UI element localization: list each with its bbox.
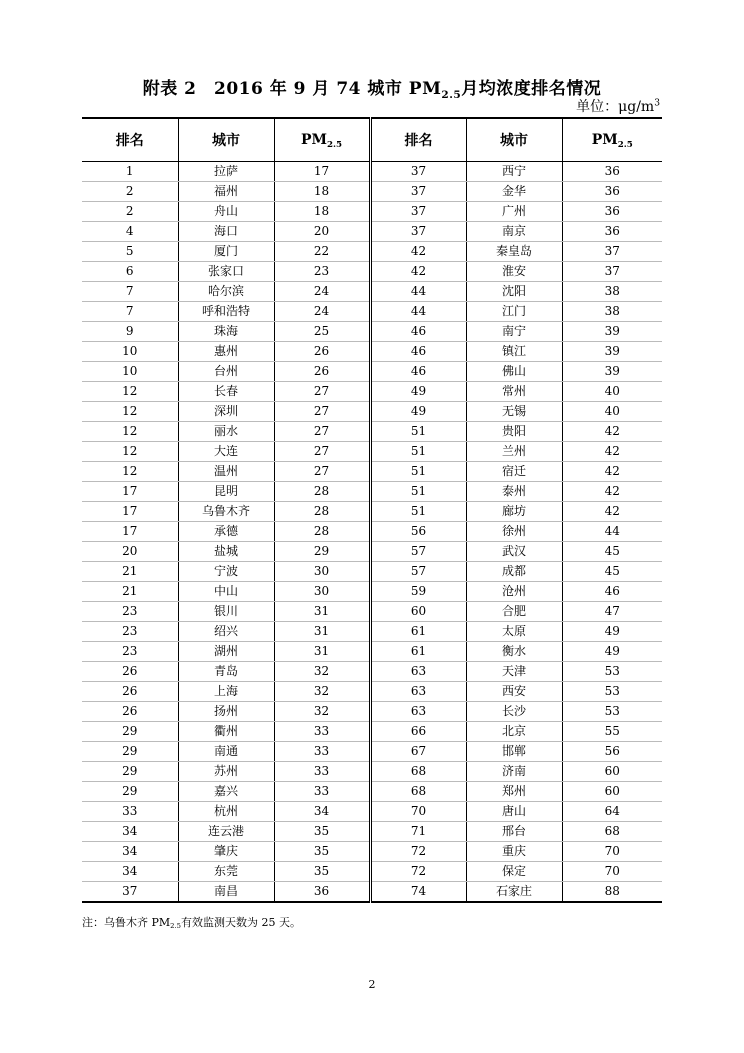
cell-pm-right: 44 bbox=[562, 522, 662, 542]
cell-pm-right: 88 bbox=[562, 882, 662, 903]
cell-pm-right: 53 bbox=[562, 662, 662, 682]
cell-pm-left: 20 bbox=[274, 222, 370, 242]
cell-rank-left: 23 bbox=[82, 622, 178, 642]
cell-city-right: 金华 bbox=[466, 182, 562, 202]
cell-city-left: 张家口 bbox=[178, 262, 274, 282]
cell-pm-right: 42 bbox=[562, 422, 662, 442]
cell-city-left: 乌鲁木齐 bbox=[178, 502, 274, 522]
unit-superscript: 3 bbox=[654, 98, 660, 109]
cell-rank-right: 49 bbox=[370, 382, 466, 402]
cell-pm-right: 42 bbox=[562, 502, 662, 522]
cell-rank-left: 10 bbox=[82, 362, 178, 382]
cell-rank-right: 63 bbox=[370, 682, 466, 702]
cell-city-left: 东莞 bbox=[178, 862, 274, 882]
cell-pm-right: 42 bbox=[562, 442, 662, 462]
cell-rank-left: 1 bbox=[82, 162, 178, 182]
cell-pm-right: 45 bbox=[562, 562, 662, 582]
table-row bbox=[82, 342, 662, 362]
table-row bbox=[82, 722, 662, 742]
cell-city-right: 徐州 bbox=[466, 522, 562, 542]
cell-pm-left: 23 bbox=[274, 262, 370, 282]
table-row bbox=[82, 182, 662, 202]
cell-pm-left: 27 bbox=[274, 422, 370, 442]
cell-pm-left: 26 bbox=[274, 342, 370, 362]
cell-city-left: 呼和浩特 bbox=[178, 302, 274, 322]
cell-city-left: 宁波 bbox=[178, 562, 274, 582]
cell-pm-right: 42 bbox=[562, 482, 662, 502]
cell-rank-left: 17 bbox=[82, 502, 178, 522]
cell-city-left: 杭州 bbox=[178, 802, 274, 822]
cell-city-right: 保定 bbox=[466, 862, 562, 882]
cell-pm-left: 17 bbox=[274, 162, 370, 182]
cell-pm-left: 28 bbox=[274, 522, 370, 542]
cell-pm-right: 53 bbox=[562, 702, 662, 722]
table-row bbox=[82, 802, 662, 822]
cell-city-right: 沧州 bbox=[466, 582, 562, 602]
cell-pm-left: 18 bbox=[274, 202, 370, 222]
cell-rank-right: 61 bbox=[370, 642, 466, 662]
cell-rank-left: 12 bbox=[82, 402, 178, 422]
cell-city-right: 武汉 bbox=[466, 542, 562, 562]
cell-city-right: 沈阳 bbox=[466, 282, 562, 302]
cell-city-right: 邯郸 bbox=[466, 742, 562, 762]
cell-pm-right: 49 bbox=[562, 622, 662, 642]
header-pm-text: PM bbox=[591, 132, 618, 148]
table-row bbox=[82, 842, 662, 862]
title-suffix: 月均浓度排名情况 bbox=[461, 79, 602, 99]
cell-city-left: 台州 bbox=[178, 362, 274, 382]
cell-city-left: 惠州 bbox=[178, 342, 274, 362]
cell-city-right: 江门 bbox=[466, 302, 562, 322]
cell-rank-left: 12 bbox=[82, 462, 178, 482]
cell-rank-right: 63 bbox=[370, 702, 466, 722]
table-row bbox=[82, 382, 662, 402]
cell-pm-left: 33 bbox=[274, 722, 370, 742]
header-city-right: 城市 bbox=[466, 118, 562, 162]
table-row bbox=[82, 162, 662, 182]
table-row bbox=[82, 402, 662, 422]
cell-rank-right: 51 bbox=[370, 482, 466, 502]
cell-pm-right: 36 bbox=[562, 182, 662, 202]
cell-rank-left: 34 bbox=[82, 862, 178, 882]
cell-rank-right: 56 bbox=[370, 522, 466, 542]
cell-city-right: 泰州 bbox=[466, 482, 562, 502]
cell-pm-left: 24 bbox=[274, 282, 370, 302]
cell-rank-right: 70 bbox=[370, 802, 466, 822]
table-row bbox=[82, 202, 662, 222]
cell-rank-right: 46 bbox=[370, 362, 466, 382]
table-header-row bbox=[82, 118, 662, 162]
header-pm-left bbox=[274, 118, 370, 162]
cell-pm-right: 42 bbox=[562, 462, 662, 482]
cell-city-left: 长春 bbox=[178, 382, 274, 402]
header-city-left: 城市 bbox=[178, 118, 274, 162]
cell-city-left: 哈尔滨 bbox=[178, 282, 274, 302]
table-row bbox=[82, 362, 662, 382]
ranking-table bbox=[82, 117, 662, 903]
cell-pm-right: 37 bbox=[562, 262, 662, 282]
title-subscript: 2.5 bbox=[441, 88, 462, 101]
cell-rank-left: 12 bbox=[82, 442, 178, 462]
cell-pm-right: 60 bbox=[562, 762, 662, 782]
cell-rank-right: 63 bbox=[370, 662, 466, 682]
cell-pm-left: 34 bbox=[274, 802, 370, 822]
cell-pm-left: 35 bbox=[274, 842, 370, 862]
table-row bbox=[82, 682, 662, 702]
cell-city-right: 合肥 bbox=[466, 602, 562, 622]
cell-city-left: 拉萨 bbox=[178, 162, 274, 182]
footnote-subscript: 2.5 bbox=[170, 922, 182, 931]
cell-rank-right: 71 bbox=[370, 822, 466, 842]
cell-pm-left: 27 bbox=[274, 382, 370, 402]
table-row bbox=[82, 602, 662, 622]
table-row bbox=[82, 782, 662, 802]
cell-pm-right: 39 bbox=[562, 322, 662, 342]
cell-rank-right: 42 bbox=[370, 262, 466, 282]
cell-city-right: 济南 bbox=[466, 762, 562, 782]
cell-rank-right: 46 bbox=[370, 342, 466, 362]
cell-rank-right: 42 bbox=[370, 242, 466, 262]
table-body bbox=[82, 162, 662, 903]
cell-pm-right: 64 bbox=[562, 802, 662, 822]
cell-rank-right: 61 bbox=[370, 622, 466, 642]
cell-rank-left: 23 bbox=[82, 642, 178, 662]
cell-pm-right: 60 bbox=[562, 782, 662, 802]
cell-rank-left: 12 bbox=[82, 422, 178, 442]
cell-city-left: 盐城 bbox=[178, 542, 274, 562]
cell-city-left: 苏州 bbox=[178, 762, 274, 782]
header-rank-right: 排名 bbox=[370, 118, 466, 162]
title-text: 附表 2 2016 年 9 月 74 城市 PM bbox=[142, 79, 442, 99]
cell-pm-right: 70 bbox=[562, 862, 662, 882]
cell-pm-left: 35 bbox=[274, 862, 370, 882]
cell-pm-left: 29 bbox=[274, 542, 370, 562]
cell-city-right: 廊坊 bbox=[466, 502, 562, 522]
cell-city-right: 太原 bbox=[466, 622, 562, 642]
cell-city-right: 常州 bbox=[466, 382, 562, 402]
cell-pm-left: 30 bbox=[274, 582, 370, 602]
footnote bbox=[82, 914, 301, 930]
cell-rank-left: 9 bbox=[82, 322, 178, 342]
cell-rank-left: 34 bbox=[82, 822, 178, 842]
table-row bbox=[82, 282, 662, 302]
cell-city-right: 重庆 bbox=[466, 842, 562, 862]
cell-pm-left: 27 bbox=[274, 402, 370, 422]
cell-rank-left: 20 bbox=[82, 542, 178, 562]
cell-rank-right: 72 bbox=[370, 842, 466, 862]
cell-rank-right: 72 bbox=[370, 862, 466, 882]
cell-city-right: 无锡 bbox=[466, 402, 562, 422]
cell-pm-right: 40 bbox=[562, 402, 662, 422]
cell-city-left: 承德 bbox=[178, 522, 274, 542]
cell-pm-left: 31 bbox=[274, 642, 370, 662]
cell-rank-left: 2 bbox=[82, 202, 178, 222]
cell-rank-right: 37 bbox=[370, 202, 466, 222]
cell-pm-left: 26 bbox=[274, 362, 370, 382]
cell-rank-left: 17 bbox=[82, 522, 178, 542]
cell-pm-right: 40 bbox=[562, 382, 662, 402]
cell-pm-right: 45 bbox=[562, 542, 662, 562]
cell-rank-left: 7 bbox=[82, 282, 178, 302]
cell-pm-right: 38 bbox=[562, 302, 662, 322]
table-row bbox=[82, 762, 662, 782]
table-row bbox=[82, 742, 662, 762]
cell-rank-left: 21 bbox=[82, 582, 178, 602]
cell-rank-right: 74 bbox=[370, 882, 466, 903]
header-pm-right bbox=[562, 118, 662, 162]
table-row bbox=[82, 702, 662, 722]
cell-rank-right: 60 bbox=[370, 602, 466, 622]
cell-city-right: 石家庄 bbox=[466, 882, 562, 903]
cell-rank-right: 51 bbox=[370, 502, 466, 522]
cell-rank-left: 12 bbox=[82, 382, 178, 402]
cell-city-left: 丽水 bbox=[178, 422, 274, 442]
cell-city-right: 郑州 bbox=[466, 782, 562, 802]
cell-pm-left: 30 bbox=[274, 562, 370, 582]
header-rank-left: 排名 bbox=[82, 118, 178, 162]
cell-city-left: 舟山 bbox=[178, 202, 274, 222]
cell-city-left: 绍兴 bbox=[178, 622, 274, 642]
cell-rank-left: 4 bbox=[82, 222, 178, 242]
cell-rank-left: 5 bbox=[82, 242, 178, 262]
cell-pm-right: 39 bbox=[562, 342, 662, 362]
cell-pm-left: 32 bbox=[274, 662, 370, 682]
cell-pm-right: 36 bbox=[562, 162, 662, 182]
cell-pm-left: 24 bbox=[274, 302, 370, 322]
cell-pm-left: 28 bbox=[274, 502, 370, 522]
cell-city-right: 衡水 bbox=[466, 642, 562, 662]
cell-city-right: 南京 bbox=[466, 222, 562, 242]
cell-rank-right: 44 bbox=[370, 302, 466, 322]
cell-rank-left: 37 bbox=[122, 884, 138, 898]
cell-rank-right: 44 bbox=[370, 282, 466, 302]
cell-pm-left: 31 bbox=[274, 622, 370, 642]
cell-rank-left: 6 bbox=[82, 262, 178, 282]
cell-rank-right: 67 bbox=[370, 742, 466, 762]
cell-pm-left: 33 bbox=[274, 742, 370, 762]
cell-city-right: 西宁 bbox=[466, 162, 562, 182]
cell-rank-right: 37 bbox=[370, 162, 466, 182]
cell-rank-left: 29 bbox=[82, 742, 178, 762]
cell-city-left: 福州 bbox=[178, 182, 274, 202]
cell-city-left: 连云港 bbox=[178, 822, 274, 842]
cell-pm-left: 31 bbox=[274, 602, 370, 622]
cell-pm-left: 32 bbox=[274, 682, 370, 702]
header-pm-subscript: 2.5 bbox=[617, 140, 633, 151]
table-row bbox=[82, 542, 662, 562]
table-row bbox=[82, 302, 662, 322]
cell-pm-left: 27 bbox=[274, 462, 370, 482]
cell-rank-right: 57 bbox=[370, 562, 466, 582]
cell-pm-left: 25 bbox=[274, 322, 370, 342]
cell-city-left: 海口 bbox=[178, 222, 274, 242]
cell-rank-left: 17 bbox=[82, 482, 178, 502]
header-pm-text: PM bbox=[300, 132, 327, 148]
cell-city-right: 镇江 bbox=[466, 342, 562, 362]
table-row bbox=[82, 222, 662, 242]
cell-city-left: 肇庆 bbox=[178, 842, 274, 862]
cell-rank-left: 7 bbox=[82, 302, 178, 322]
cell-pm-left: 27 bbox=[274, 442, 370, 462]
cell-city-right: 广州 bbox=[466, 202, 562, 222]
table-row bbox=[82, 882, 662, 903]
cell-city-left: 上海 bbox=[178, 682, 274, 702]
cell-rank-left: 33 bbox=[82, 802, 178, 822]
cell-city-left: 中山 bbox=[178, 582, 274, 602]
table-row bbox=[82, 242, 662, 262]
table-row bbox=[82, 862, 662, 882]
cell-pm-right: 38 bbox=[562, 282, 662, 302]
cell-rank-left: 23 bbox=[82, 602, 178, 622]
cell-city-left: 昆明 bbox=[178, 482, 274, 502]
cell-city-left: 厦门 bbox=[178, 242, 274, 262]
cell-city-right: 淮安 bbox=[466, 262, 562, 282]
cell-rank-left: 29 bbox=[82, 782, 178, 802]
cell-city-right: 北京 bbox=[466, 722, 562, 742]
cell-city-right: 宿迁 bbox=[466, 462, 562, 482]
cell-pm-left: 36 bbox=[274, 882, 370, 903]
cell-rank-left: 26 bbox=[82, 662, 178, 682]
table-row bbox=[82, 642, 662, 662]
table-row bbox=[82, 662, 662, 682]
page-number: 2 bbox=[368, 978, 376, 991]
cell-rank-left: 29 bbox=[82, 762, 178, 782]
cell-city-right: 长沙 bbox=[466, 702, 562, 722]
cell-pm-left: 32 bbox=[274, 702, 370, 722]
cell-pm-right: 53 bbox=[562, 682, 662, 702]
cell-rank-left: 2 bbox=[82, 182, 178, 202]
cell-rank-left: 26 bbox=[82, 702, 178, 722]
cell-city-left: 湖州 bbox=[178, 642, 274, 662]
cell-city-left: 嘉兴 bbox=[178, 782, 274, 802]
cell-rank-left: 34 bbox=[82, 842, 178, 862]
cell-city-left: 深圳 bbox=[178, 402, 274, 422]
cell-city-right: 唐山 bbox=[466, 802, 562, 822]
cell-pm-right: 37 bbox=[562, 242, 662, 262]
cell-city-right: 邢台 bbox=[466, 822, 562, 842]
cell-pm-right: 56 bbox=[562, 742, 662, 762]
cell-city-left: 扬州 bbox=[178, 702, 274, 722]
cell-pm-left: 22 bbox=[274, 242, 370, 262]
cell-city-right: 贵阳 bbox=[466, 422, 562, 442]
cell-rank-right: 49 bbox=[370, 402, 466, 422]
footnote-text: 注：乌鲁木齐 PM bbox=[82, 916, 171, 929]
cell-city-left: 南通 bbox=[178, 742, 274, 762]
cell-city-left: 大连 bbox=[178, 442, 274, 462]
table-row bbox=[82, 322, 662, 342]
cell-rank-right: 37 bbox=[370, 182, 466, 202]
cell-city-right: 佛山 bbox=[466, 362, 562, 382]
cell-pm-left: 18 bbox=[274, 182, 370, 202]
cell-rank-right: 51 bbox=[370, 462, 466, 482]
cell-rank-right: 59 bbox=[370, 582, 466, 602]
cell-rank-right: 51 bbox=[370, 422, 466, 442]
table-row bbox=[82, 562, 662, 582]
cell-pm-right: 39 bbox=[562, 362, 662, 382]
table-row bbox=[82, 582, 662, 602]
cell-city-left: 珠海 bbox=[178, 322, 274, 342]
table-row bbox=[82, 262, 662, 282]
cell-city-right: 南宁 bbox=[466, 322, 562, 342]
cell-city-left: 银川 bbox=[178, 602, 274, 622]
cell-city-right: 成都 bbox=[466, 562, 562, 582]
cell-pm-left: 33 bbox=[274, 762, 370, 782]
footnote-suffix: 有效监测天数为 25 天。 bbox=[181, 916, 302, 929]
table-row bbox=[82, 462, 662, 482]
cell-rank-right: 68 bbox=[370, 782, 466, 802]
cell-city-left: 温州 bbox=[178, 462, 274, 482]
table-row bbox=[82, 522, 662, 542]
cell-pm-right: 47 bbox=[562, 602, 662, 622]
table-row bbox=[82, 482, 662, 502]
table-row bbox=[82, 422, 662, 442]
cell-rank-right: 66 bbox=[370, 722, 466, 742]
cell-pm-right: 46 bbox=[562, 582, 662, 602]
cell-pm-right: 55 bbox=[562, 722, 662, 742]
cell-city-left: 南昌 bbox=[178, 882, 274, 903]
cell-rank-left: 10 bbox=[82, 342, 178, 362]
cell-pm-right: 70 bbox=[562, 842, 662, 862]
table-row bbox=[82, 822, 662, 842]
cell-rank-right: 57 bbox=[370, 542, 466, 562]
cell-pm-right: 49 bbox=[562, 642, 662, 662]
cell-city-left: 青岛 bbox=[178, 662, 274, 682]
table-row bbox=[82, 442, 662, 462]
cell-pm-left: 35 bbox=[274, 822, 370, 842]
cell-pm-left: 33 bbox=[274, 782, 370, 802]
cell-city-right: 秦皇岛 bbox=[466, 242, 562, 262]
unit-text: 单位：μg/m bbox=[576, 99, 655, 115]
table-row bbox=[82, 502, 662, 522]
cell-city-right: 天津 bbox=[466, 662, 562, 682]
table-row bbox=[82, 622, 662, 642]
cell-city-left: 衢州 bbox=[178, 722, 274, 742]
cell-rank-left: 29 bbox=[82, 722, 178, 742]
cell-rank-left: 26 bbox=[82, 682, 178, 702]
cell-pm-right: 68 bbox=[562, 822, 662, 842]
cell-city-right: 西安 bbox=[466, 682, 562, 702]
cell-rank-right: 68 bbox=[370, 762, 466, 782]
unit-label bbox=[576, 96, 660, 116]
cell-rank-right: 51 bbox=[370, 442, 466, 462]
cell-pm-right: 36 bbox=[562, 222, 662, 242]
cell-rank-right: 46 bbox=[370, 322, 466, 342]
cell-pm-left: 28 bbox=[274, 482, 370, 502]
header-pm-subscript: 2.5 bbox=[326, 140, 343, 151]
cell-rank-right: 37 bbox=[370, 222, 466, 242]
cell-rank-left: 21 bbox=[82, 562, 178, 582]
cell-city-right: 兰州 bbox=[466, 442, 562, 462]
cell-pm-right: 36 bbox=[562, 202, 662, 222]
